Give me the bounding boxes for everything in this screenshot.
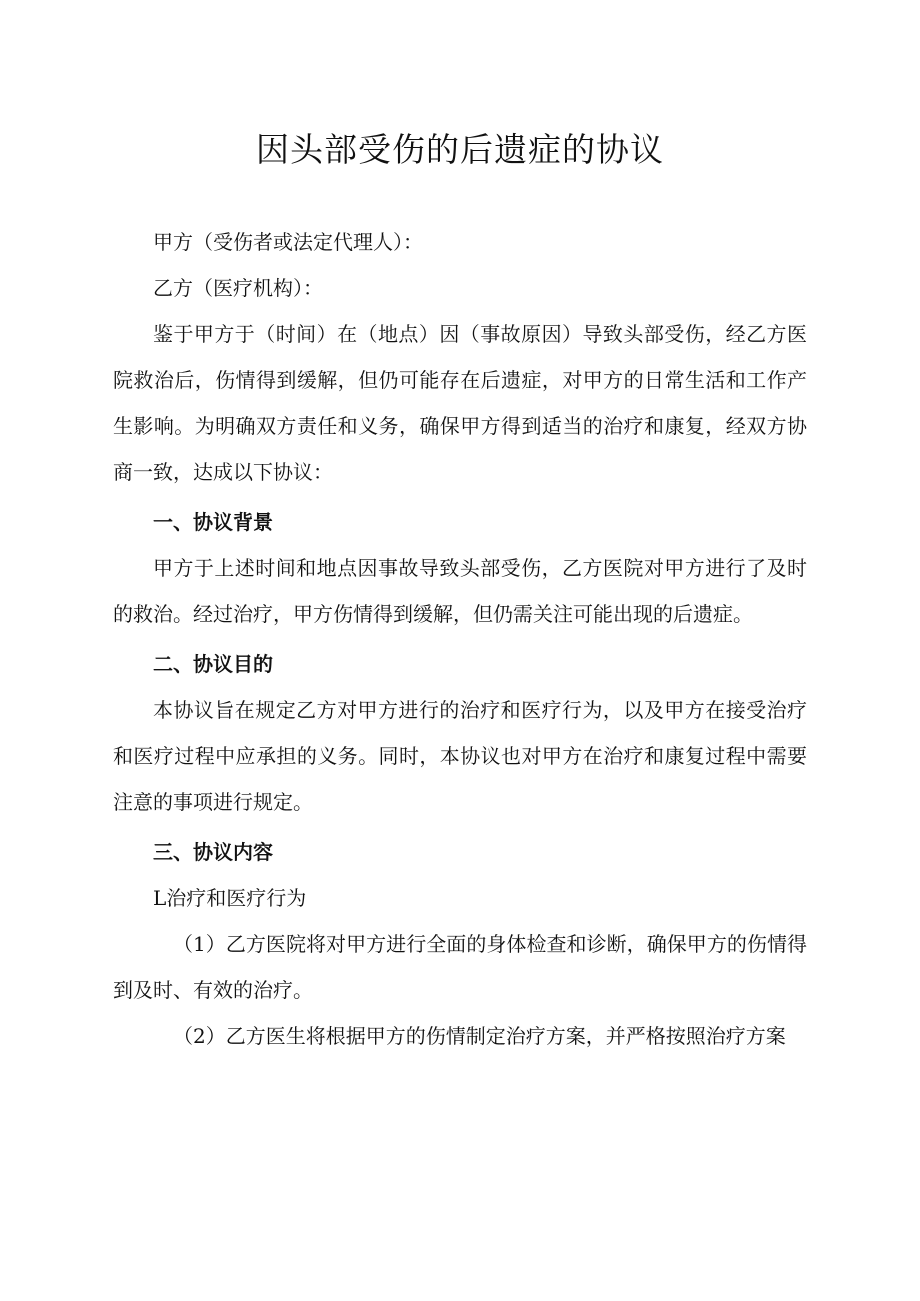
section-heading-background: 一、协议背景 xyxy=(153,510,273,534)
section-text-background: 甲方于上述时间和地点因事故导致头部受伤，乙方医院对甲方进行了及时的救治。经过治疗，甲方伤情得到缓解，但仍需关注可能出现的后遗症。 xyxy=(113,556,807,626)
list-item: （2）乙方医生将根据甲方的伤情制定治疗方案，并严格按照治疗方案 xyxy=(173,1024,786,1048)
document-body xyxy=(113,219,807,1059)
section-heading-purpose: 二、协议目的 xyxy=(153,652,273,676)
section-heading-content: 三、协议内容 xyxy=(153,840,273,864)
section-text-purpose: 本协议旨在规定乙方对甲方进行的治疗和医疗行为，以及甲方在接受治疗和医疗过程中应承担的义务。同时，本协议也对甲方在治疗和康复过程中需要注意的事项进行规定。 xyxy=(113,698,807,814)
document-title: 因头部受伤的后遗症的协议 xyxy=(256,130,664,169)
subsection-heading-treatment: L治疗和医疗行为 xyxy=(153,886,307,910)
list-item: （1）乙方医院将对甲方进行全面的身体检查和诊断，确保甲方的伤情得到及时、有效的治疗。 xyxy=(113,932,807,1002)
party-a-field: 甲方（受伤者或法定代理人）： xyxy=(153,230,423,254)
party-b-field: 乙方（医疗机构）： xyxy=(153,276,323,300)
preamble-paragraph: 鉴于甲方于（时间）在（地点）因（事故原因）导致头部受伤，经乙方医院救治后，伤情得到缓解，但仍可能存在后遗症，对甲方的日常生活和工作产生影响。为明确双方责任和义务，确保甲方得到适当的治疗和康复，经双方协商一致，达成以下协议： xyxy=(113,322,807,484)
